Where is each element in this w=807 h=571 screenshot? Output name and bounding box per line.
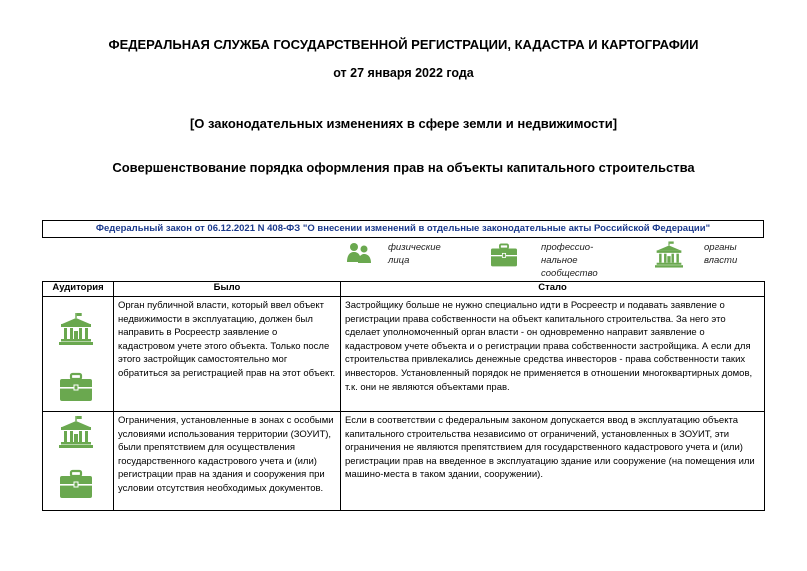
people-icon <box>346 240 372 266</box>
briefcase-icon <box>490 242 518 268</box>
legend-line: органы <box>704 242 737 253</box>
topic-heading: [О законодательных изменениях в сфере земли и недвижимости] <box>189 116 618 131</box>
legend-line: власти <box>704 255 738 266</box>
government-building-icon <box>655 241 683 268</box>
header-after: Стало <box>341 282 765 297</box>
briefcase-icon <box>59 468 93 500</box>
after-cell: Если в соответствии с федеральным законом допускается ввод в эксплуатацию объекта капитального строительства независимо от ограничений, установленных в ЗОУИТ, эти ограничения не являются препятствием для государственного кадастрового учета и (или) регистрации прав на введенное в эксплуатацию здание или сооружение (на помещения или машино-места в таком здании, сооружении). <box>341 412 765 511</box>
before-cell: Ограничения, установленные в зонах с особыми условиями использования территории (ЗОУИТ), были препятствием для осуществления государственного кадастрового учета и (или) регистрации прав на здания и сооружения при условии отсутствия необходимых документов. <box>114 412 341 511</box>
document-date: от 27 января 2022 года <box>333 66 474 80</box>
header-before: Было <box>114 282 341 297</box>
legend-item-authorities <box>704 241 737 267</box>
government-building-icon <box>59 416 93 448</box>
government-building-icon <box>59 313 93 345</box>
table-row <box>43 297 765 412</box>
legend-line: лица <box>388 255 410 266</box>
legend-line: профессио- <box>541 242 594 253</box>
law-title: Федеральный закон от 06.12.2021 N 408-ФЗ "О внесении изменений в отдельные законодательные акты Российской Федерации" <box>42 220 764 238</box>
legend-item-individuals <box>388 241 441 267</box>
table-row <box>43 412 765 511</box>
header-audience: Аудитория <box>43 282 114 297</box>
audience-cell <box>43 297 114 412</box>
agency-title: ФЕДЕРАЛЬНАЯ СЛУЖБА ГОСУДАРСТВЕННОЙ РЕГИСТРАЦИИ, КАДАСТРА И КАРТОГРАФИИ <box>108 37 699 52</box>
legend-item-professional-community <box>541 241 598 280</box>
after-cell: Застройщику больше не нужно специально идти в Росреестр и подавать заявление о регистрации права собственности на объект капитального строительства. За него это сделает уполномоченный орган власти - он одновременно направит заявление о кадастровом учете объекта и о регистрации права собственности застройщика. А если для строительства привлекались денежные средства инвесторов - права собственности таких инвесторов. Установленный порядок не применяется в отношении многоквартирных домов, т.к. они не являются объектами прав. <box>341 297 765 412</box>
legend-line: сообщество <box>541 268 598 279</box>
legend-line: нальное <box>541 255 578 266</box>
briefcase-icon <box>59 371 93 403</box>
changes-table <box>42 281 765 511</box>
legend-line: физические <box>388 242 441 253</box>
table-header-row <box>43 282 765 297</box>
before-cell: Орган публичной власти, который ввел объект недвижимости в эксплуатацию, должен был направить в Росреестр заявление о кадастровом учете этого объекта. Только после этого застройщик самостоятельно мог обратиться за регистрацией прав на этот объект. <box>114 297 341 412</box>
subject-heading: Совершенствование порядка оформления прав на объекты капитального строительства <box>112 160 695 175</box>
audience-cell <box>43 412 114 511</box>
